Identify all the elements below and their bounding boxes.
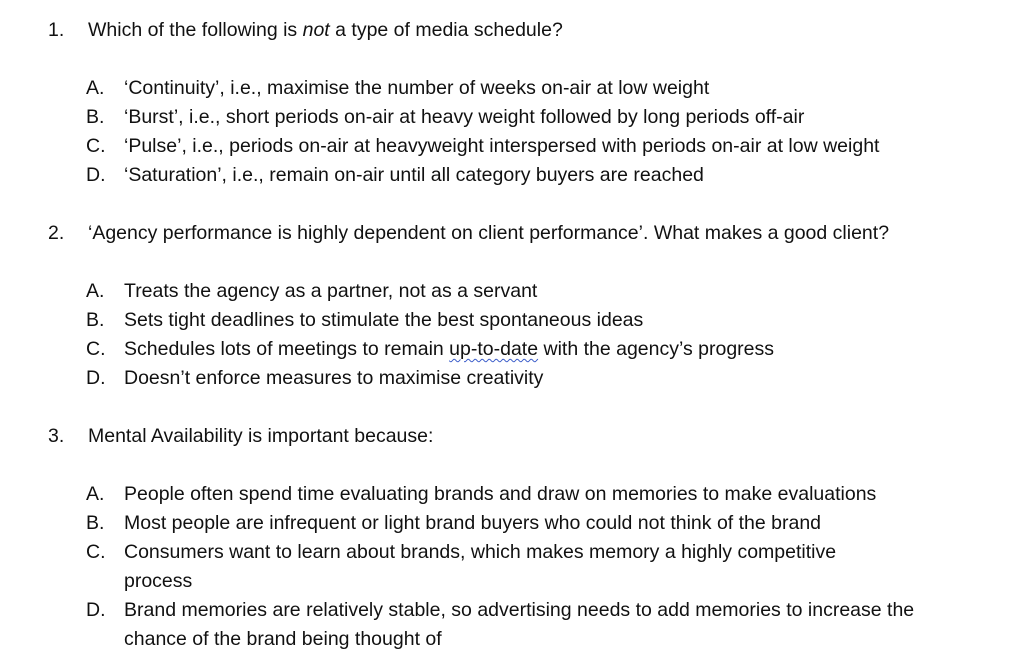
options-list (86, 277, 1008, 393)
option-text: ‘Pulse’, i.e., periods on-air at heavyweight interspersed with periods on-air at low weight (124, 135, 880, 157)
spellcheck-flagged-word[interactable]: up-to-date (449, 338, 539, 360)
option-text: ‘Saturation’, i.e., remain on-air until all category buyers are reached (124, 164, 704, 186)
question-number: 1. (48, 19, 65, 41)
question-text: Mental Availability is important because: (88, 425, 434, 447)
options-list (86, 74, 1008, 190)
option-item (86, 132, 1008, 161)
option-letter: D. (86, 164, 106, 186)
option-letter: B. (86, 309, 105, 331)
option-text: Doesn’t enforce measures to maximise creativity (124, 367, 544, 389)
option-item (86, 74, 1008, 103)
option-text: People often spend time evaluating brands and draw on memories to make evaluations (124, 483, 877, 505)
option-item (86, 538, 1008, 596)
question-3 (48, 422, 1008, 654)
option-letter: A. (86, 280, 105, 302)
option-text: Treats the agency as a partner, not as a servant (124, 280, 538, 302)
option-item (86, 596, 1008, 654)
question-text: ‘Agency performance is highly dependent on client performance’. What makes a good client? (88, 222, 890, 244)
option-text: Brand memories are relatively stable, so advertising needs to add memories to increase the chance of the brand being thought of (124, 599, 915, 650)
option-letter: B. (86, 512, 105, 534)
option-item (86, 306, 1008, 335)
option-item (86, 103, 1008, 132)
option-item (86, 509, 1008, 538)
option-letter: C. (86, 135, 106, 157)
option-text: Sets tight deadlines to stimulate the best spontaneous ideas (124, 309, 644, 331)
option-item (86, 277, 1008, 306)
option-letter: C. (86, 338, 106, 360)
option-item (86, 161, 1008, 190)
question-number: 3. (48, 425, 65, 447)
option-text: Schedules lots of meetings to remain up-to-date with the agency’s progress (124, 338, 775, 360)
option-item (86, 335, 1008, 364)
question-2 (48, 219, 1008, 393)
option-item (86, 364, 1008, 393)
question-1 (48, 16, 1008, 190)
option-letter: D. (86, 367, 106, 389)
question-text: Which of the following is not a type of media schedule? (88, 19, 563, 41)
question-stem (48, 422, 1008, 451)
question-stem (48, 219, 1008, 248)
option-letter: C. (86, 541, 106, 563)
option-letter: B. (86, 106, 105, 128)
option-letter: A. (86, 77, 105, 99)
option-item (86, 480, 1008, 509)
question-stem (48, 16, 1008, 45)
option-text: ‘Burst’, i.e., short periods on-air at heavy weight followed by long periods off-air (124, 106, 805, 128)
question-number: 2. (48, 222, 65, 244)
option-text: Consumers want to learn about brands, which makes memory a highly competitive process (124, 541, 837, 592)
option-letter: A. (86, 483, 105, 505)
option-letter: D. (86, 599, 106, 621)
option-text: ‘Continuity’, i.e., maximise the number of weeks on-air at low weight (124, 77, 710, 99)
emphasis-word: not (302, 19, 330, 41)
options-list (86, 480, 1008, 654)
option-text: Most people are infrequent or light brand buyers who could not think of the brand (124, 512, 822, 534)
